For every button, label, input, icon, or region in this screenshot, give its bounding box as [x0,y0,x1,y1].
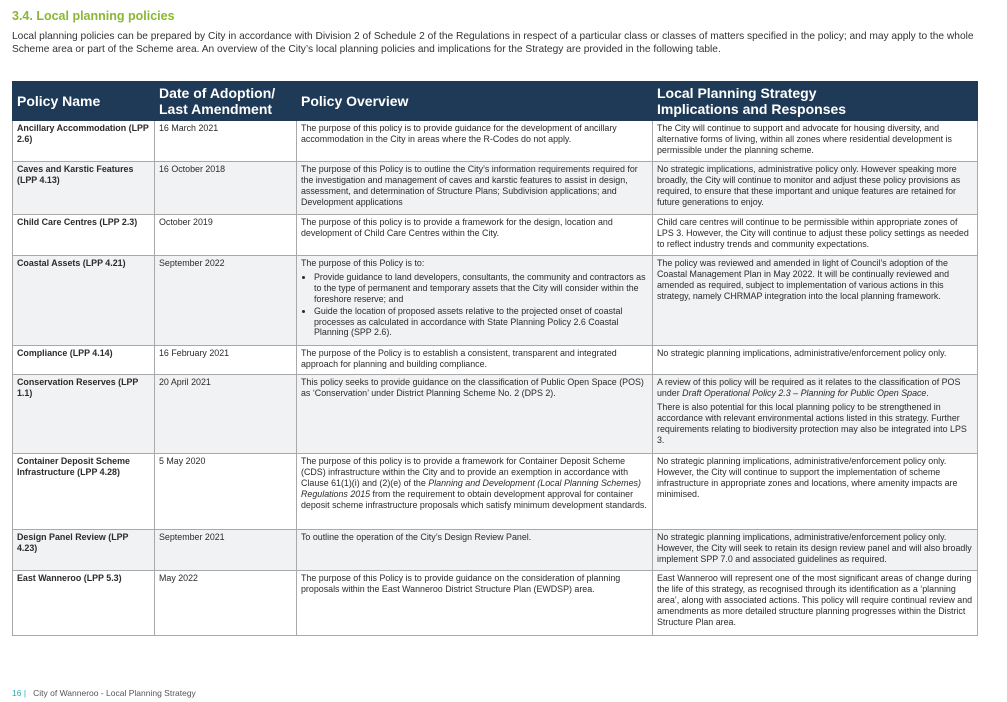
implications-para: A review of this policy will be required as it relates to the classification of POS under Draft Operational Policy 2.3 – Planning for Public Open Space. [657,377,961,398]
policy-name-cell: Caves and Karstic Features (LPP 4.13) [13,162,155,215]
overview-cell: The purpose of this policy is to provide a framework for the design, location and development of Child Care Centres within the City. [297,215,653,256]
section-title: 3.4. Local planning policies [12,9,175,23]
footer-doc-title: City of Wanneroo - Local Planning Strategy [33,688,196,698]
table-row [13,346,978,375]
date-cell: 5 May 2020 [155,454,297,530]
implications-cell [653,375,978,454]
date-cell: October 2019 [155,215,297,256]
policy-name-cell: Conservation Reserves (LPP 1.1) [13,375,155,454]
policy-name-cell: Compliance (LPP 4.14) [13,346,155,375]
table-row [13,162,978,215]
table-row [13,571,978,636]
implications-cell: No strategic implications, administrative policy only. However speaking more broadly, the City will continue to monitor and adjust these policy provisions as required, to ensure that these important and unique features are retained for future generations to enjoy. [653,162,978,215]
date-cell: 16 October 2018 [155,162,297,215]
implications-para: There is also potential for this local planning policy to be strengthened in accordance with relevant environmental actions listed in this strategy. Further requirements relating to biodiversity protection may also be integrated into LPS 3. [657,401,967,445]
italic-reference: Planning and Development (Local Planning Schemes) Regulations 2015 [301,477,641,499]
date-cell: 16 March 2021 [155,121,297,162]
list-item: • Provide guidance to land developers, consultants, the community and contractors as to the type of permanent and temporary assets that the City will consider within the foreshore reserve; and [314,272,648,305]
policy-name-cell: Design Panel Review (LPP 4.23) [13,530,155,571]
table-row [13,121,978,162]
page-number: 16 | [12,688,27,698]
implications-cell: No strategic planning implications, administrative/enforcement policy only. However, the City will continue to support the implementation of scheme infrastructure in appropriate zones and locations, where amenity impacts are minimised. [653,454,978,530]
overview-cell: To outline the operation of the City’s Design Review Panel. [297,530,653,571]
overview-cell: The purpose of this policy is to provide guidance for the development of ancillary accommodation in the City in areas where the R-Codes do not apply. [297,121,653,162]
policy-name-cell: East Wanneroo (LPP 5.3) [13,571,155,636]
policy-name-cell: Child Care Centres (LPP 2.3) [13,215,155,256]
policy-name-cell: Ancillary Accommodation (LPP 2.6) [13,121,155,162]
date-cell: 20 April 2021 [155,375,297,454]
implications-cell: No strategic planning implications, administrative/enforcement policy only. However, the City will seek to retain its design review panel and will also broadly implement SPP 7.0 and associated guidelines as required. [653,530,978,571]
table-row [13,215,978,256]
section-intro: Local planning policies can be prepared by City in accordance with Division 2 of Schedule 2 of the Regulations in respect of a particular class or classes of matters specified in the policy; and may apply to the whole Scheme area or part of the Scheme area. An overview of the City’s local planning policies and implications for the Strategy are provided in the following table. [12,31,974,55]
overview-intro: The purpose of this Policy is to: [301,258,425,268]
table-row [13,454,978,530]
date-cell: 16 February 2021 [155,346,297,375]
overview-cell: The purpose of this policy is to provide a framework for Container Deposit Scheme (CDS) infrastructure within the City and to provide an exemption in accordance with Clause 61(1)(i) and (2)(e) of the Planning and Development (Local Planning Schemes) Regulations 2015 from the requirement to obtain development approval for container deposit scheme infrastructure proposals which satisfy minimum development standards. [297,454,653,530]
policy-name-cell: Container Deposit Scheme Infrastructure (LPP 4.28) [13,454,155,530]
header-overview: Policy Overview [297,82,653,121]
implications-cell: Child care centres will continue to be permissible within appropriate zones of LPS 3. However, the City will continue to adjust these policy settings as needed to reflect industry trends and community expectations. [653,215,978,256]
policy-name-cell: Coastal Assets (LPP 4.21) [13,256,155,346]
overview-cell: This policy seeks to provide guidance on the classification of Public Open Space (POS) as ‘Conservation’ under District Planning Scheme No. 2 (DPS 2). [297,375,653,454]
overview-cell [297,256,653,346]
implications-cell: The policy was reviewed and amended in light of Council’s adoption of the Coastal Management Plan in May 2022. It will be continually reviewed and amended as required, subject to implementation of various actions in this strategy, namely CHRMAP integration into the local planning framework. [653,256,978,346]
table-header-row [13,82,978,121]
overview-cell: The purpose of this Policy is to provide guidance on the consideration of planning proposals within the East Wanneroo District Structure Plan (EWDSP) area. [297,571,653,636]
date-cell: May 2022 [155,571,297,636]
implications-cell: The City will continue to support and advocate for housing diversity, and alternative forms of living, within all zones where residential development is permissible under the planning scheme. [653,121,978,162]
overview-bullet-list [301,272,648,338]
header-implications: Local Planning Strategy Implications and Responses [653,82,978,121]
policies-table [12,81,978,636]
page-footer [12,688,196,698]
header-policy-name: Policy Name [13,82,155,121]
date-cell: September 2022 [155,256,297,346]
table-row [13,256,978,346]
table-row [13,375,978,454]
implications-cell: East Wanneroo will represent one of the most significant areas of change during the life of this strategy, as recognised through its identification as a ‘planning area’, along with associated actions. This policy will require continual review and amendments as more detailed structure planning progresses within the District Structure Plan area. [653,571,978,636]
date-cell: September 2021 [155,530,297,571]
list-item: • Guide the location of proposed assets relative to the projected onset of coastal processes as calculated in accordance with State Planning Policy 2.6 Coastal Planning (SPP 2.6). [314,306,648,339]
header-date: Date of Adoption/ Last Amendment [155,82,297,121]
overview-cell: The purpose of this Policy is to outline the City’s information requirements required for the investigation and management of caves and karstic features to assist in design, assessment, and determination of Structure Plans; Subdivision applications; and Development applications [297,162,653,215]
italic-reference: Draft Operational Policy 2.3 – Planning for Public Open Space [682,387,927,398]
implications-cell: No strategic planning implications, administrative/enforcement policy only. [653,346,978,375]
overview-cell: The purpose of the Policy is to establish a consistent, transparent and integrated approach for planning and building compliance. [297,346,653,375]
table-row [13,530,978,571]
